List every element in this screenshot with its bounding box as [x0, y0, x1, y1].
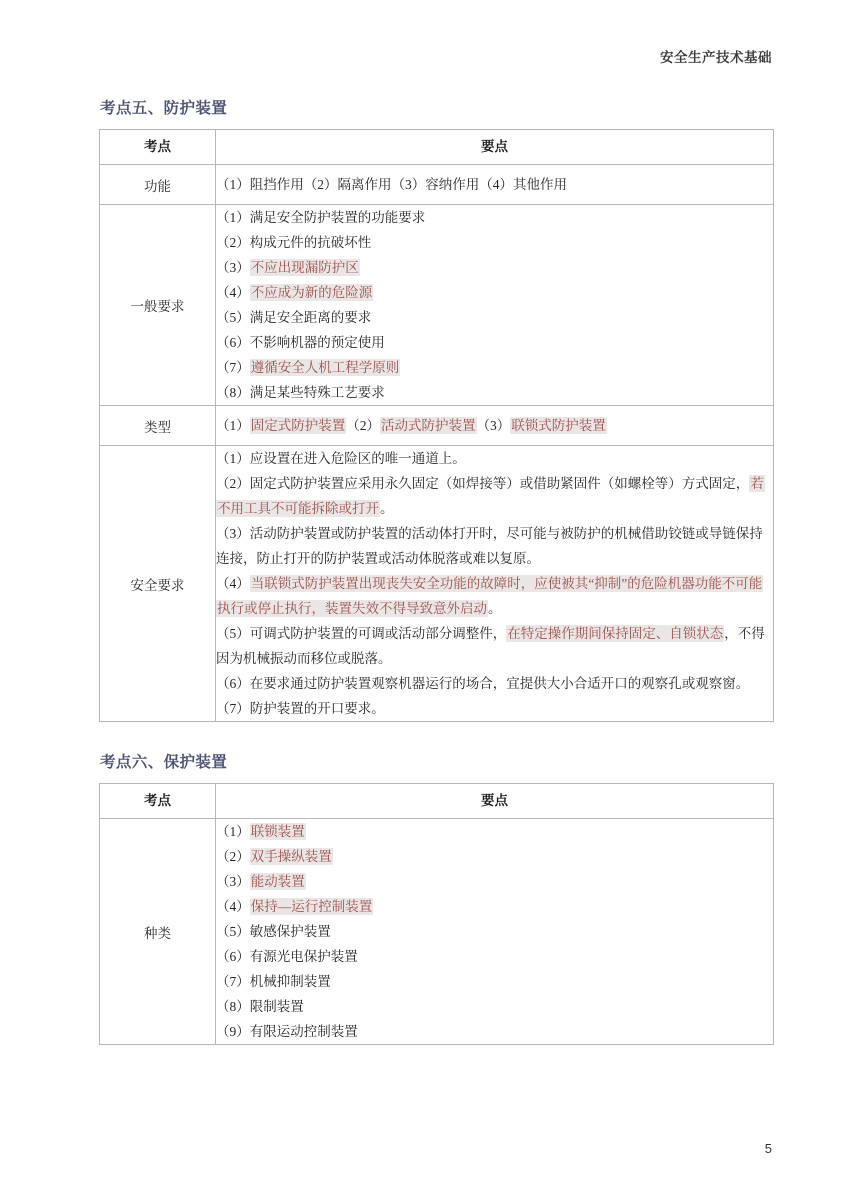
plain-text: （1） [216, 824, 250, 839]
plain-text: （4） [216, 576, 250, 591]
plain-text: （7）防护装置的开口要求。 [216, 701, 385, 716]
highlighted-text: 保持—运行控制装置 [250, 899, 373, 914]
highlighted-text: 固定式防护装置 [250, 418, 346, 433]
content-line [216, 413, 773, 438]
highlighted-text: 当联锁式防护装置出现丧失安全功能的故障时，应使被其“抑制”的危险机器功能不可能执行或停止执行，装置失效不得导致意外启动 [217, 576, 763, 616]
table-row [100, 819, 774, 1045]
table-row [100, 406, 774, 446]
plain-text: （5）敏感保护装置 [216, 924, 331, 939]
content-line [216, 521, 773, 571]
plain-text: （6）不影响机器的预定使用 [216, 335, 385, 350]
content-line [216, 894, 773, 919]
highlighted-text: 若不用工具不可能拆除或打开 [217, 476, 764, 516]
content-line [216, 355, 773, 380]
content-line [216, 172, 773, 197]
highlighted-text: 联锁式防护装置 [511, 418, 606, 433]
table-row [100, 165, 774, 205]
plain-text: （2）构成元件的抗破坏性 [216, 235, 372, 250]
page-content [99, 96, 773, 1045]
column-header: 要点 [216, 784, 774, 819]
plain-text: 。 [380, 501, 394, 516]
plain-text: （5）可调式防护装置的可调或活动部分调整件， [216, 626, 507, 641]
row-label: 一般要求 [100, 205, 216, 406]
plain-text: （3）活动防护装置或防护装置的活动体打开时，尽可能与被防护的机械借助铰链或导链保持连接，防止打开的防护装置或活动体脱落或难以复原。 [216, 526, 763, 566]
plain-text: （6）在要求通过防护装置观察机器运行的场合，宜提供大小合适开口的观察孔或观察窗。 [216, 676, 750, 691]
row-label: 安全要求 [100, 446, 216, 722]
content-line [216, 330, 773, 355]
content-line [216, 994, 773, 1019]
content-line [216, 696, 773, 721]
plain-text: ，不得因为机械振动而移位或脱落。 [216, 626, 765, 666]
content-line [216, 571, 773, 621]
plain-text: （4） [216, 285, 250, 300]
plain-text: 。 [488, 601, 502, 616]
highlighted-text: 联锁装置 [250, 824, 305, 839]
section-block [99, 96, 773, 722]
plain-text: （8）限制装置 [216, 999, 304, 1014]
plain-text: （8）满足某些特殊工艺要求 [216, 385, 385, 400]
column-header: 考点 [100, 784, 216, 819]
row-content [216, 165, 774, 205]
table-header-row [100, 130, 774, 165]
plain-text: （3） [476, 418, 511, 433]
row-label: 功能 [100, 165, 216, 205]
plain-text: （1）应设置在进入危险区的唯一通道上。 [216, 451, 466, 466]
content-line [216, 230, 773, 255]
table-row [100, 205, 774, 406]
content-line [216, 621, 773, 671]
highlighted-text: 活动式防护装置 [381, 418, 476, 433]
content-line [216, 471, 773, 521]
plain-text: （7） [216, 360, 250, 375]
content-line [216, 255, 773, 280]
section-heading: 考点五、防护装置 [100, 100, 228, 117]
highlighted-text: 在特定操作期间保持固定、自锁状态 [507, 626, 724, 641]
knowledge-point-table [99, 783, 774, 1045]
column-header: 考点 [100, 130, 216, 165]
content-line [216, 446, 773, 471]
row-content [216, 406, 774, 446]
plain-text: （2） [216, 849, 250, 864]
plain-text: （3） [216, 874, 250, 889]
plain-text: （1）阻挡作用（2）隔离作用（3）容纳作用（4）其他作用 [216, 177, 567, 192]
content-line [216, 1019, 773, 1044]
section-heading: 考点六、保护装置 [100, 754, 228, 771]
content-line [216, 280, 773, 305]
content-line [216, 205, 773, 230]
plain-text: （4） [216, 899, 250, 914]
plain-text: （2）固定式防护装置应采用永久固定（如焊接等）或借助紧固件（如螺栓等）方式固定， [216, 476, 750, 491]
content-line [216, 869, 773, 894]
content-line [216, 944, 773, 969]
plain-text: （5）满足安全距离的要求 [216, 310, 372, 325]
content-line [216, 671, 773, 696]
row-content [216, 819, 774, 1045]
row-content [216, 205, 774, 406]
plain-text: （1） [216, 418, 250, 433]
plain-text: （3） [216, 260, 250, 275]
content-line [216, 969, 773, 994]
plain-text: （7）机械抑制装置 [216, 974, 331, 989]
section-block [99, 750, 773, 1045]
page-number: 5 [764, 1141, 772, 1156]
running-header: 安全生产技术基础 [660, 50, 772, 65]
content-line [216, 819, 773, 844]
column-header: 要点 [216, 130, 774, 165]
content-line [216, 305, 773, 330]
knowledge-point-table [99, 129, 774, 722]
plain-text: （6）有源光电保护装置 [216, 949, 358, 964]
row-label: 种类 [100, 819, 216, 1045]
plain-text: （1）满足安全防护装置的功能要求 [216, 210, 426, 225]
highlighted-text: 能动装置 [250, 874, 305, 889]
highlighted-text: 不应成为新的危险源 [250, 285, 373, 300]
content-line [216, 380, 773, 405]
plain-text: （2） [346, 418, 380, 433]
highlighted-text: 遵循安全人机工程学原则 [250, 360, 400, 375]
highlighted-text: 不应出现漏防护区 [250, 260, 359, 275]
plain-text: （9）有限运动控制装置 [216, 1024, 358, 1039]
row-content [216, 446, 774, 722]
highlighted-text: 双手操纵装置 [250, 849, 332, 864]
table-row [100, 446, 774, 722]
table-header-row [100, 784, 774, 819]
row-label: 类型 [100, 406, 216, 446]
content-line [216, 919, 773, 944]
content-line [216, 844, 773, 869]
